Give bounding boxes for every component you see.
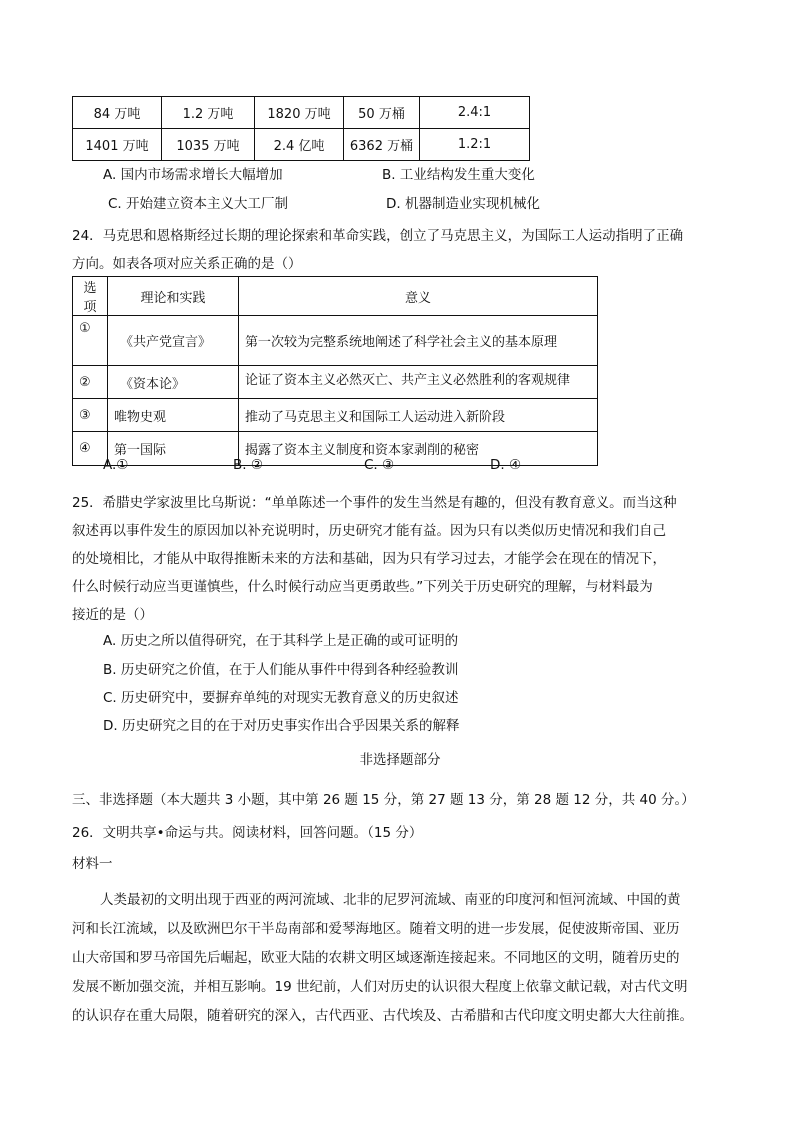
header-cell: 理论和实践 [108, 277, 239, 316]
table-cell: 6362 万桶 [344, 129, 420, 161]
table-cell: ④ [73, 432, 108, 466]
table-cell: 《共产党宣言》 [108, 316, 239, 366]
table-cell: 2.4 亿吨 [255, 129, 344, 161]
material-line: 山大帝国和罗马帝国先后崛起，欧亚大陆的农耕文明区域逐渐连接起来。不同地区的文明，随着历史的 [72, 950, 680, 966]
production-table [72, 96, 530, 161]
q26-title: 26．文明共享•命运与共。阅读材料，回答问题。（15 分） [72, 825, 423, 841]
table-cell: 1820 万吨 [255, 97, 344, 129]
q23-option-d: D. 机器制造业实现机械化 [386, 196, 540, 212]
q24-stem-line1: 24．马克思和恩格斯经过长期的理论探索和革命实践，创立了马克思主义，为国际工人运动指明了正确 [72, 228, 684, 244]
table-cell: ① [73, 316, 108, 366]
q25-stem-line: 的处境相比，才能从中取得推断未来的方法和基础，因为只有学习过去，才能学会在现在的情况下， [72, 551, 666, 567]
table-cell: 论证了资本主义必然灭亡、共产主义必然胜利的客观规律 [239, 366, 598, 399]
table-row [73, 399, 598, 432]
table-cell: 揭露了资本主义制度和资本家剥削的秘密 [239, 432, 598, 466]
header-cell: 选项 [73, 277, 108, 316]
material-line: 的认识存在重大局限，随着研究的深入，古代西亚、古代埃及、古希腊和古代印度文明史都大大往前推。 [72, 1008, 693, 1024]
q25-option-c: C. 历史研究中，要摒弃单纯的对现实无教育意义的历史叙述 [103, 690, 459, 706]
table-cell: 84 万吨 [73, 97, 162, 129]
table-cell: 推动了马克思主义和国际工人运动进入新阶段 [239, 399, 598, 432]
table-cell: 2.4:1 [420, 97, 530, 129]
q25-stem-line: 25．希腊史学家波里比乌斯说：“单单陈述一个事件的发生当然是有趣的，但没有教育意义。而当这种 [72, 495, 677, 511]
q24-option-d: D. ④ [490, 457, 522, 473]
table-row [73, 316, 598, 366]
material-line: 河和长江流域，以及欧洲巴尔干半岛南部和爱琴海地区。随着文明的进一步发展，促使波斯帝国、亚历 [72, 921, 680, 937]
part-title: 非选择题部分 [359, 752, 441, 768]
marxism-table [72, 276, 598, 466]
q23-option-b: B. 工业结构发生重大变化 [382, 167, 535, 183]
table-cell: 1035 万吨 [162, 129, 255, 161]
table-cell: 50 万桶 [344, 97, 420, 129]
table-cell: 第一次较为完整系统地阐述了科学社会主义的基本原理 [239, 316, 598, 366]
q25-option-a: A. 历史之所以值得研究，在于其科学上是正确的或可证明的 [103, 633, 459, 649]
table-cell: 1.2 万吨 [162, 97, 255, 129]
q25-option-b: B. 历史研究之价值，在于人们能从事件中得到各种经验教训 [103, 662, 459, 678]
table-cell: 1401 万吨 [73, 129, 162, 161]
section-3-heading: 三、非选择题（本大题共 3 小题，其中第 26 题 15 分，第 27 题 13 分，第 28 题 12 分，共 40 分。） [72, 792, 695, 808]
q24-option-b: B. ② [233, 457, 263, 473]
table-cell: 第一国际 [108, 432, 239, 466]
material-line: 发展不断加强交流，并相互影响。19 世纪前，人们对历史的认识很大程度上依靠文献记载，对古代文明 [72, 979, 688, 995]
q24-option-a: A.① [103, 457, 129, 473]
table-cell: 1.2:1 [420, 129, 530, 161]
table-cell: ② [73, 366, 108, 399]
material-label: 材料一 [72, 856, 113, 872]
table-cell: 《资本论》 [108, 366, 239, 399]
q25-option-d: D. 历史研究之目的在于对历史事实作出合乎因果关系的解释 [103, 718, 460, 734]
table-cell: 唯物史观 [108, 399, 239, 432]
header-cell: 意义 [239, 277, 598, 316]
table-cell: ③ [73, 399, 108, 432]
table-row [73, 97, 530, 129]
q23-option-a: A. 国内市场需求增长大幅增加 [103, 167, 283, 183]
q23-option-c: C. 开始建立资本主义大工厂制 [108, 196, 289, 212]
q24-option-c: C. ③ [364, 457, 395, 473]
table-header-row [73, 277, 598, 316]
table-row [73, 366, 598, 399]
table-row [73, 129, 530, 161]
q25-stem-line: 接近的是（） [72, 607, 153, 623]
q25-stem-line: 叙述再以事件发生的原因加以补充说明时，历史研究才能有益。因为只有以类似历史情况和我们自己 [72, 523, 666, 539]
material-line: 人类最初的文明出现于西亚的两河流域、北非的尼罗河流域、南亚的印度河和恒河流域、中国的黄 [100, 892, 681, 908]
q25-stem-line: 什么时候行动应当更谨慎些，什么时候行动应当更勇敢些。”下列关于历史研究的理解，与材料最为 [72, 579, 653, 595]
q24-stem-line2: 方向。如表各项对应关系正确的是（） [72, 256, 302, 272]
